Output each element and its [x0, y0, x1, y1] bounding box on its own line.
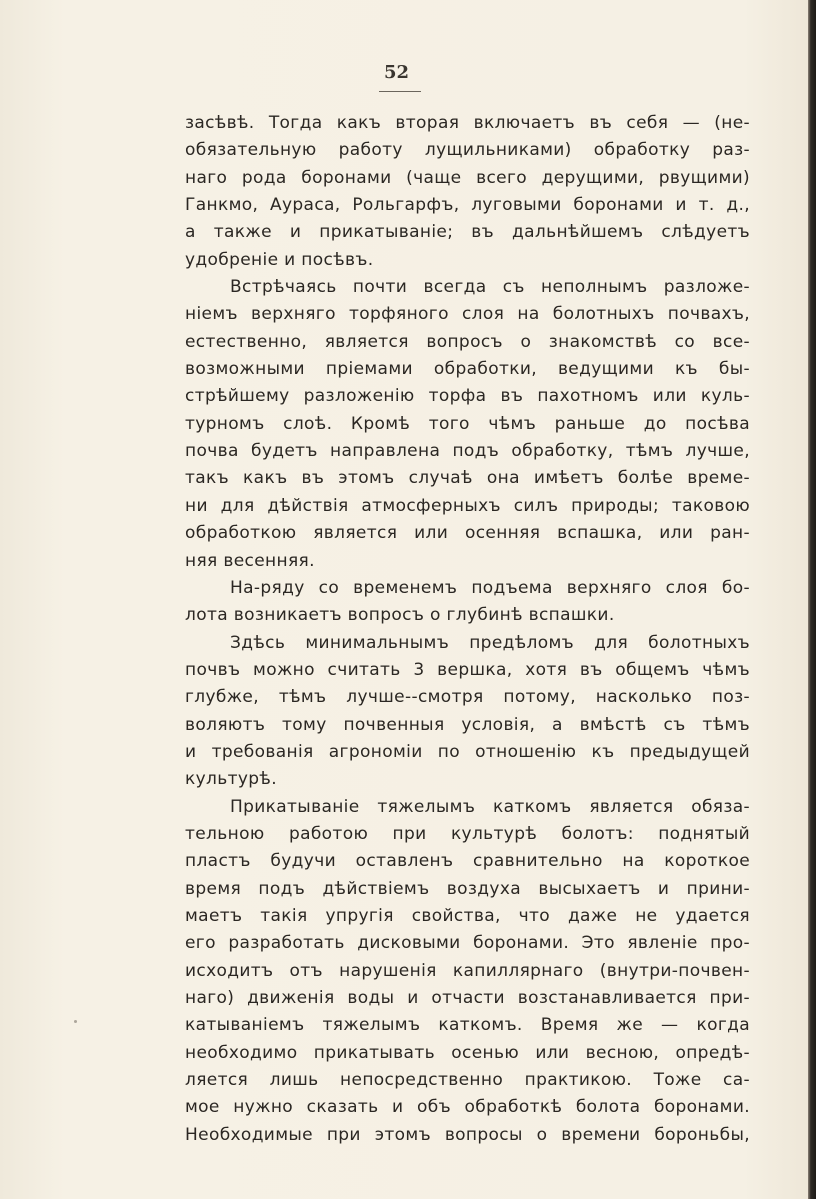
- text-line: Здѣсь минимальнымъ предѣломъ для болотныхъ: [230, 632, 750, 653]
- text-line: обработкою является или осенняя вспашка, или ран-: [185, 523, 750, 544]
- text-line: наго рода боронами (чаще всего дерущими, рвущими): [185, 167, 750, 188]
- text-line: необходимо прикатывать осенью или весною, опредѣ-: [185, 1042, 750, 1063]
- text-line: лота возникаетъ вопросъ о глубинѣ вспашки.: [185, 605, 615, 626]
- text-line: воляютъ тому почвенныя условія, а вмѣстѣ съ тѣмъ: [185, 714, 750, 735]
- text-line: возможными пріемами обработки, ведущими къ бы-: [185, 359, 750, 380]
- text-line: катываніемъ тяжелымъ каткомъ. Время же — когда: [185, 1015, 750, 1036]
- page-edge-shadow: [808, 0, 816, 1199]
- text-line: Прикатываніе тяжелымъ каткомъ является обяза-: [230, 796, 750, 817]
- text-line: естественно, является вопросъ о знакомствѣ со все-: [185, 331, 750, 352]
- text-line: засѣвѣ. Тогда какъ вторая включаетъ въ себя — (не-: [185, 113, 750, 133]
- text-line: На-ряду со временемъ подъема верхняго слоя бо-: [230, 577, 750, 598]
- text-line: турномъ слоѣ. Кромѣ того чѣмъ раньше до посѣва: [185, 413, 750, 434]
- text-line: няя весенняя.: [185, 550, 315, 571]
- text-line: удобреніе и посѣвъ.: [185, 249, 374, 270]
- text-line: его разработать дисковыми боронами. Это явленіе про-: [185, 933, 750, 954]
- text-line: ляется лишь непосредственно практикою. Тоже са-: [185, 1070, 750, 1091]
- text-line: пластъ будучи оставленъ сравнительно на короткое: [185, 851, 750, 872]
- text-line: и требованія агрономіи по отношенію къ предыдущей: [185, 741, 750, 762]
- text-line: обязательную работу лущильниками) обработку раз-: [185, 140, 750, 161]
- page-number: 52: [383, 62, 410, 83]
- text-line: маетъ такія упругія свойства, что даже не удается: [185, 905, 750, 926]
- text-line: тельною работою при культурѣ болотъ: поднятый: [185, 823, 750, 844]
- text-line: глубже, тѣмъ лучше--смотря потому, насколько поз-: [185, 687, 750, 708]
- text-line: ніемъ верхняго торфяного слоя на болотныхъ почвахъ,: [185, 304, 750, 325]
- text-line: стрѣйшему разложенію торфа въ пахотномъ или куль-: [185, 386, 750, 407]
- text-line: мое нужно сказать и объ обработкѣ болота боронами.: [185, 1097, 750, 1118]
- paper-speck: [74, 1020, 77, 1023]
- text-line: время подъ дѣйствіемъ воздуха высыхаетъ и прини-: [185, 878, 750, 899]
- text-line: ни для дѣйствія атмосферныхъ силъ природы; таковою: [185, 495, 750, 516]
- text-line: почва будетъ направлена подъ обработку, тѣмъ лучше,: [185, 441, 750, 462]
- text-line: культурѣ.: [185, 769, 277, 790]
- text-line: такъ какъ въ этомъ случаѣ она имѣетъ болѣе време-: [185, 468, 750, 489]
- text-line: Ганкмо, Aураса, Рольгарфъ, луговыми боронами и т. д.,: [185, 195, 750, 216]
- text-line: исходитъ отъ нарушенія капиллярнаго (внутри-почвен-: [185, 960, 750, 981]
- text-line: Необходимые при этомъ вопросы о времени бороньбы,: [185, 1124, 750, 1145]
- body-text: [185, 110, 750, 1149]
- text-line: а также и прикатываніе; въ дальнѣйшемъ слѣдуетъ: [185, 222, 750, 243]
- text-line: почвъ можно считать 3 вершка, хотя въ общемъ чѣмъ: [185, 659, 750, 680]
- page-number-rule: [379, 91, 421, 92]
- text-line: Встрѣчаясь почти всегда съ неполнымъ разложе-: [230, 277, 750, 298]
- text-line: наго) движенія воды и отчасти возстанавливается при-: [185, 988, 750, 1008]
